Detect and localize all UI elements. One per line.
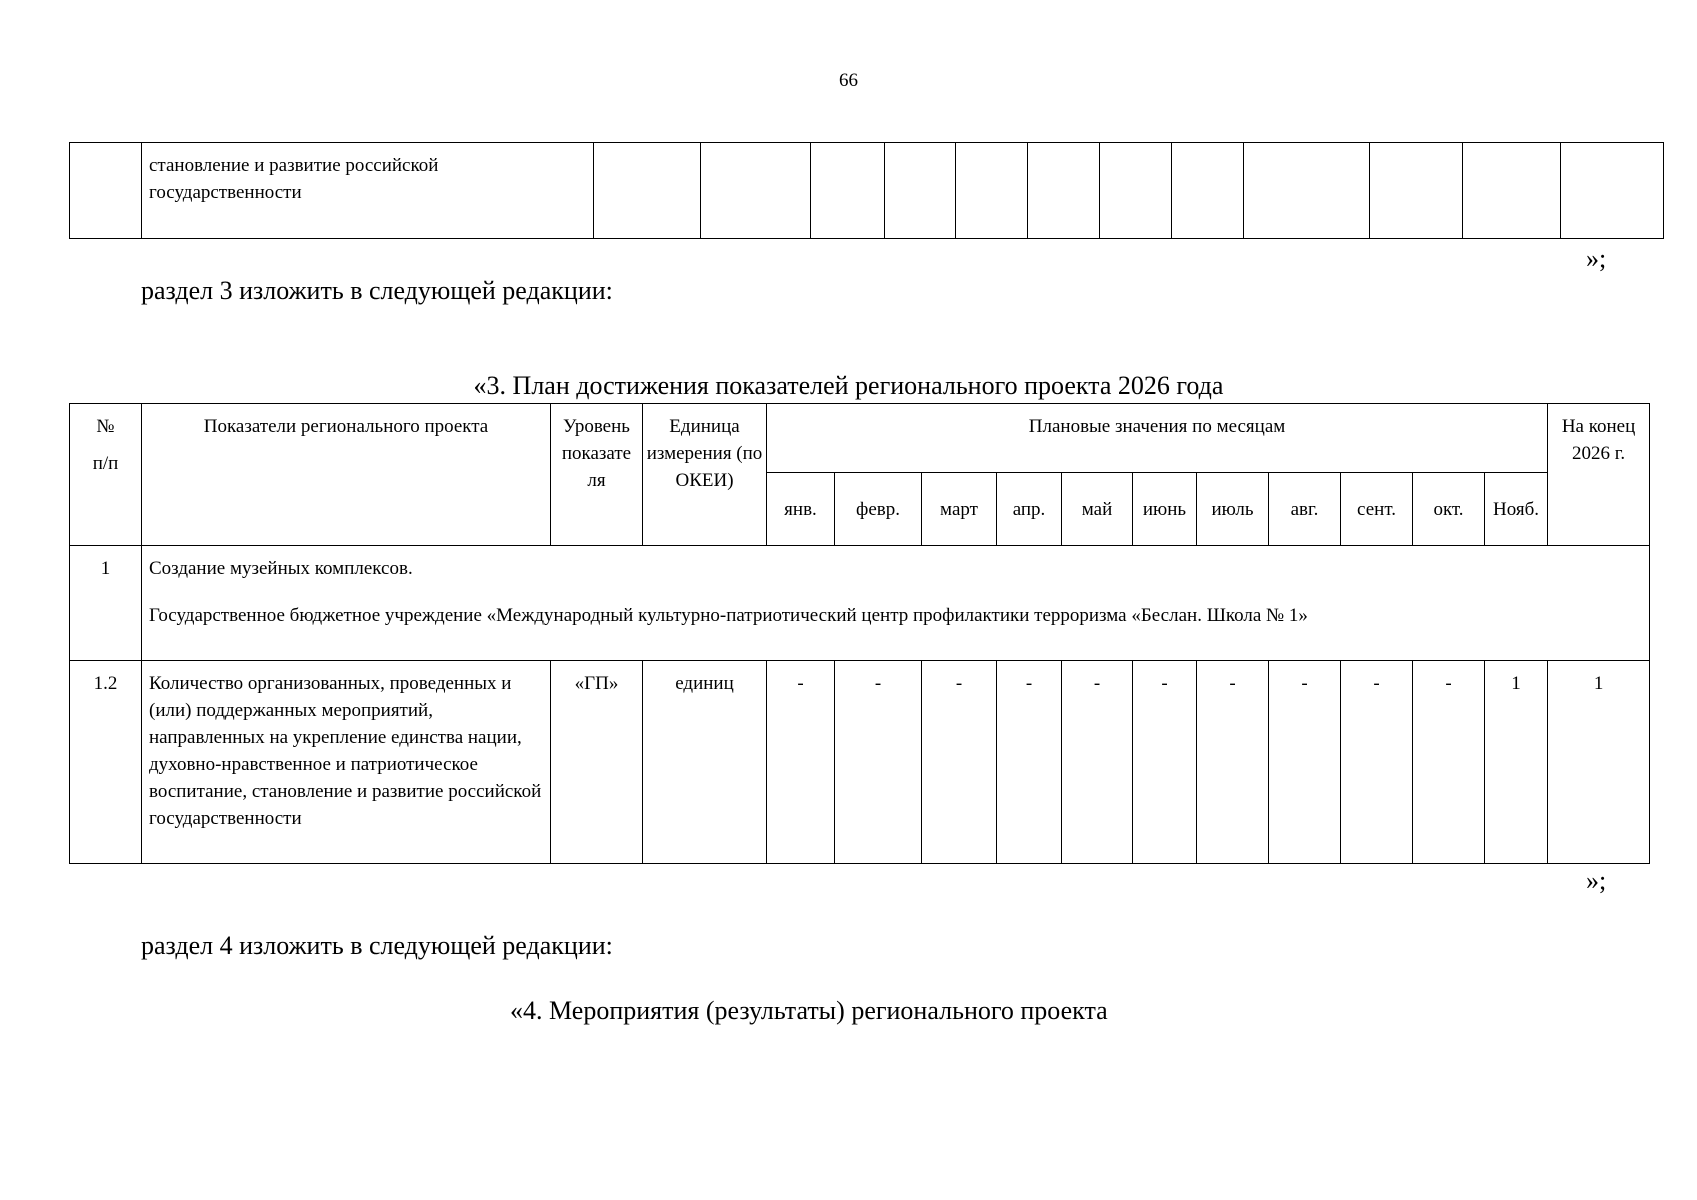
group-content (142, 546, 1650, 661)
header-end: На конец 2026 г. (1548, 404, 1650, 546)
row-value: - (1341, 661, 1413, 864)
month-header: июль (1197, 473, 1269, 546)
instruction-section-4: раздел 4 изложить в следующей редакции: (141, 931, 613, 960)
month-header: март (922, 473, 997, 546)
month-header: февр. (835, 473, 922, 546)
row-level: «ГП» (551, 661, 643, 864)
plan-table (69, 403, 1650, 864)
row-value: - (1269, 661, 1341, 864)
row-value: - (835, 661, 922, 864)
row-num: 1.2 (70, 661, 142, 864)
header-num-sub: п/п (92, 453, 119, 474)
month-header: Нояб. (1485, 473, 1548, 546)
row-value: - (1133, 661, 1197, 864)
month-header: июнь (1133, 473, 1197, 546)
row-value: - (997, 661, 1062, 864)
row-unit: единиц (643, 661, 767, 864)
section-3-title: «3. План достижения показателей регионального проекта 2026 года (473, 371, 1224, 400)
header-planned: Плановые значения по месяцам (767, 404, 1548, 473)
group-title: Создание музейных комплексов. (149, 558, 413, 579)
month-header: сент. (1341, 473, 1413, 546)
table-row (70, 661, 1650, 864)
header-num-label: № (96, 416, 115, 437)
page-number: 66 (839, 70, 858, 91)
header-unit: Единица измерения (по ОКЕИ) (643, 404, 767, 546)
instruction-section-3: раздел 3 изложить в следующей редакции: (141, 276, 613, 305)
row-value: 1 (1485, 661, 1548, 864)
table-group-row (70, 546, 1650, 661)
month-header: янв. (767, 473, 835, 546)
group-num: 1 (70, 546, 142, 661)
group-org: Государственное бюджетное учреждение «Международный культурно-патриотический центр профилактики терроризма «Беслан. Школа № 1» (149, 605, 1308, 626)
header-level: Уровень показате ля (551, 404, 643, 546)
table-row (70, 143, 1664, 239)
carryover-table (69, 142, 1664, 239)
row-indicator: Количество организованных, проведенных и (или) поддержанных мероприятий, направленных на укрепление единства нации, духовно-нравственное и патриотическое воспитание, становление и развитие российской государственности (142, 661, 551, 864)
month-header: май (1062, 473, 1133, 546)
header-num (70, 404, 142, 546)
row-value: - (922, 661, 997, 864)
closing-quote: »; (1586, 866, 1607, 895)
row-end-value: 1 (1548, 661, 1650, 864)
month-header: авг. (1269, 473, 1341, 546)
section-4-title: «4. Мероприятия (результаты) регионального проекта (510, 996, 1108, 1025)
row-value: - (1413, 661, 1485, 864)
carryover-text: становление и развитие российской государственности (142, 143, 594, 239)
closing-quote: »; (1586, 244, 1607, 273)
row-value: - (1062, 661, 1133, 864)
month-header: окт. (1413, 473, 1485, 546)
row-value: - (767, 661, 835, 864)
table-header-row (70, 404, 1650, 473)
row-value: - (1197, 661, 1269, 864)
month-header: апр. (997, 473, 1062, 546)
header-indicator: Показатели регионального проекта (142, 404, 551, 546)
